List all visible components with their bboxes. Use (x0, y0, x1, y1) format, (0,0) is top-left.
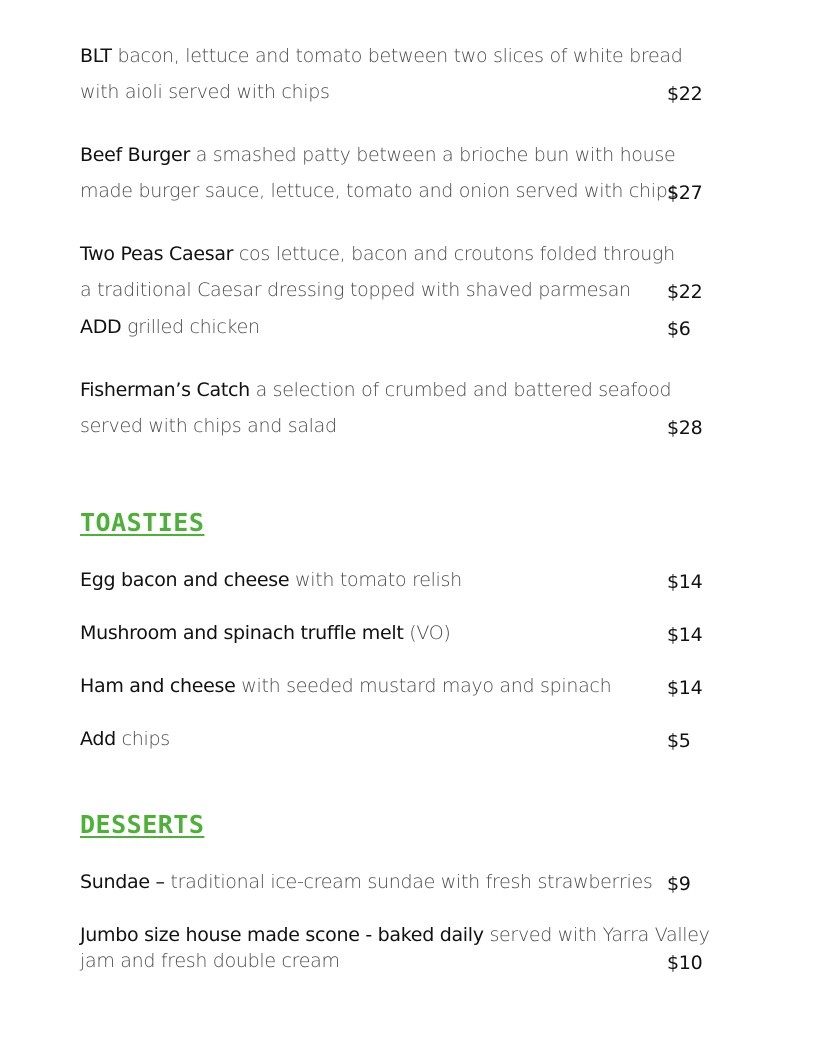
item-name: Sundae – (80, 871, 165, 893)
menu-item-ham-cheese (80, 675, 611, 697)
section-heading-desserts: DESSERTS (80, 810, 205, 839)
item-price: $10 (667, 952, 703, 974)
addon-description: grilled chicken (121, 316, 260, 338)
item-name: Beef Burger (80, 144, 190, 166)
item-description: a smashed patty between a brioche bun with house (189, 144, 676, 166)
item-description: chips (115, 728, 170, 750)
item-name: BLT (80, 45, 112, 67)
item-description: cos lettuce, bacon and croutons folded through (233, 243, 675, 265)
item-description: traditional ice-cream sundae with fresh strawberries (164, 871, 653, 893)
item-price: $27 (667, 182, 703, 204)
item-description: served with Yarra Valley (483, 924, 710, 946)
item-price: $9 (667, 873, 691, 895)
menu-item-fishermans-catch (80, 379, 671, 401)
menu-item-blt (80, 45, 683, 67)
menu-addon-chips (80, 728, 170, 750)
menu-item-scone (80, 924, 710, 946)
item-name: Egg bacon and cheese (80, 569, 290, 591)
item-name: Jumbo size house made scone - baked daily (80, 924, 484, 946)
item-description-cont: served with chips and salad (80, 415, 337, 437)
menu-item-mushroom-melt (80, 622, 451, 644)
item-name: Fisherman’s Catch (80, 379, 250, 401)
item-description: with tomato relish (289, 569, 462, 591)
item-name: Add (80, 728, 116, 750)
item-name: Mushroom and spinach truffle melt (80, 622, 404, 644)
item-description-cont: made burger sauce, lettuce, tomato and onion served with chips (80, 180, 678, 202)
item-description: (VO) (403, 622, 451, 644)
item-price: $14 (667, 624, 703, 646)
menu-item-two-peas-caesar (80, 243, 675, 265)
item-description: with seeded mustard mayo and spinach (235, 675, 612, 697)
item-description: a selection of crumbed and battered seafood (249, 379, 672, 401)
item-description-cont: a traditional Caesar dressing topped with shaved parmesan (80, 279, 631, 301)
addon-name: ADD (80, 316, 122, 338)
item-price: $5 (667, 730, 691, 752)
item-price: $14 (667, 677, 703, 699)
menu-item-egg-bacon-cheese (80, 569, 462, 591)
section-heading-toasties: TOASTIES (80, 508, 205, 537)
addon-price: $6 (667, 318, 691, 340)
menu-item-beef-burger (80, 144, 675, 166)
item-name: Two Peas Caesar (80, 243, 234, 265)
item-price: $14 (667, 571, 703, 593)
item-price: $28 (667, 417, 703, 439)
item-description-cont: with aioli served with chips (80, 81, 330, 103)
item-description: bacon, lettuce and tomato between two slices of white bread (111, 45, 683, 67)
menu-item-sundae (80, 871, 653, 893)
item-name: Ham and cheese (80, 675, 236, 697)
menu-addon-chicken (80, 316, 260, 338)
item-price: $22 (667, 281, 703, 303)
item-description-cont: jam and fresh double cream (80, 950, 340, 972)
item-price: $22 (667, 83, 703, 105)
